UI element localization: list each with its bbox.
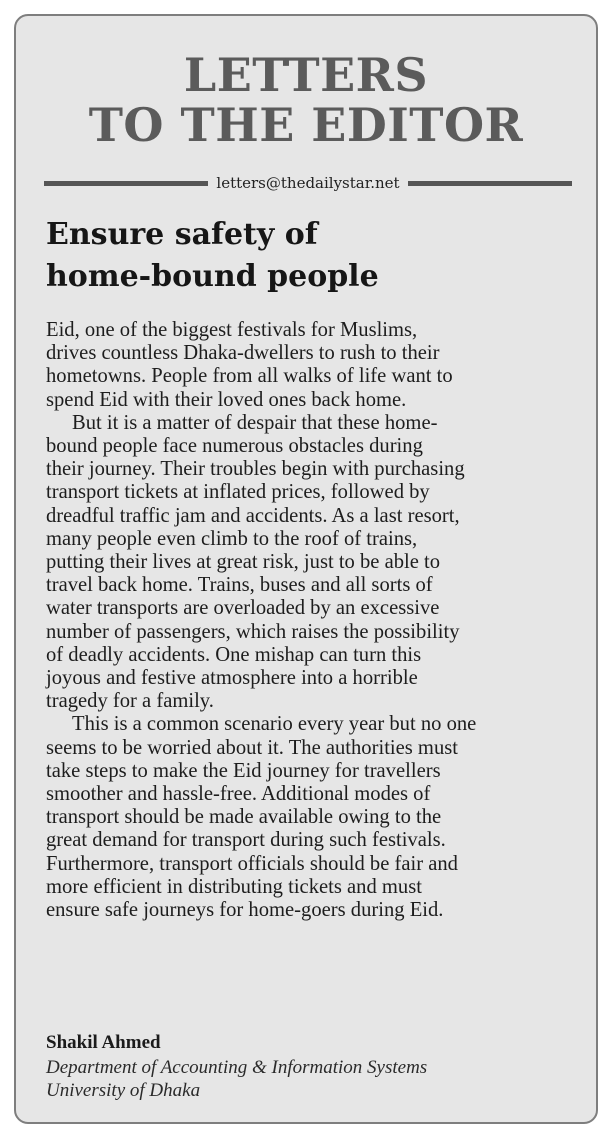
paragraph-1 <box>46 319 586 412</box>
left-rule <box>44 181 208 186</box>
paragraph-2 <box>46 412 586 714</box>
body-line: putting their lives at great risk, just to be able to <box>46 551 441 574</box>
letters-panel <box>14 14 598 1124</box>
body-line: tragedy for a family. <box>46 690 214 713</box>
body-line: travel back home. Trains, buses and all sorts of <box>46 574 433 597</box>
body-line: drives countless Dhaka-dwellers to rush to their <box>46 342 440 365</box>
body-line: But it is a matter of despair that these home- <box>72 411 438 434</box>
body-line: ensure safe journeys for home-goers during Eid. <box>46 899 444 922</box>
body-line: joyous and festive atmosphere into a horrible <box>46 667 418 690</box>
right-rule <box>408 181 572 186</box>
body-line: more efficient in distributing tickets and must <box>46 875 422 898</box>
headline-line: home-bound people <box>46 259 379 294</box>
letter-body <box>46 319 586 922</box>
body-line: bound people face numerous obstacles during <box>46 435 423 458</box>
body-line: take steps to make the Eid journey for travellers <box>46 759 441 782</box>
author-department: Department of Accounting & Information Systems <box>46 1057 428 1078</box>
body-line: water transports are overloaded by an excessive <box>46 597 440 620</box>
body-line: spend Eid with their loved ones back home. <box>46 388 407 411</box>
editor-email-link[interactable]: letters@thedailystar.net <box>216 174 400 192</box>
masthead-line-1: LETTERS <box>183 48 429 102</box>
paragraph-3 <box>46 713 586 922</box>
body-line: transport tickets at inflated prices, followed by <box>46 481 430 504</box>
masthead-line-2: TO THE EDITOR <box>88 98 524 152</box>
body-line: of deadly accidents. One mishap can turn this <box>46 643 422 666</box>
body-line: dreadful traffic jam and accidents. As a last resort, <box>46 504 460 527</box>
body-line: This is a common scenario every year but no one <box>72 713 477 736</box>
email-row <box>44 171 572 195</box>
body-line: smoother and hassle-free. Additional modes of <box>46 783 431 806</box>
body-line: great demand for transport during such festivals. <box>46 829 446 852</box>
body-line: Furthermore, transport officials should be fair and <box>46 852 458 875</box>
body-line: hometowns. People from all walks of life want to <box>46 365 453 388</box>
author-name: Shakil Ahmed <box>46 1032 161 1053</box>
body-line: Eid, one of the biggest festivals for Muslims, <box>46 319 418 341</box>
letter-headline <box>46 214 586 298</box>
body-line: number of passengers, which raises the possibility <box>46 620 460 643</box>
author-university: University of Dhaka <box>46 1080 201 1101</box>
body-line: many people even climb to the roof of trains, <box>46 527 418 550</box>
body-line: transport should be made available owing to the <box>46 806 442 829</box>
body-line: seems to be worried about it. The authorities must <box>46 736 458 759</box>
signature-block <box>46 1030 586 1102</box>
headline-line: Ensure safety of <box>46 217 318 252</box>
body-line: their journey. Their troubles begin with purchasing <box>46 458 465 481</box>
section-masthead <box>16 50 596 150</box>
